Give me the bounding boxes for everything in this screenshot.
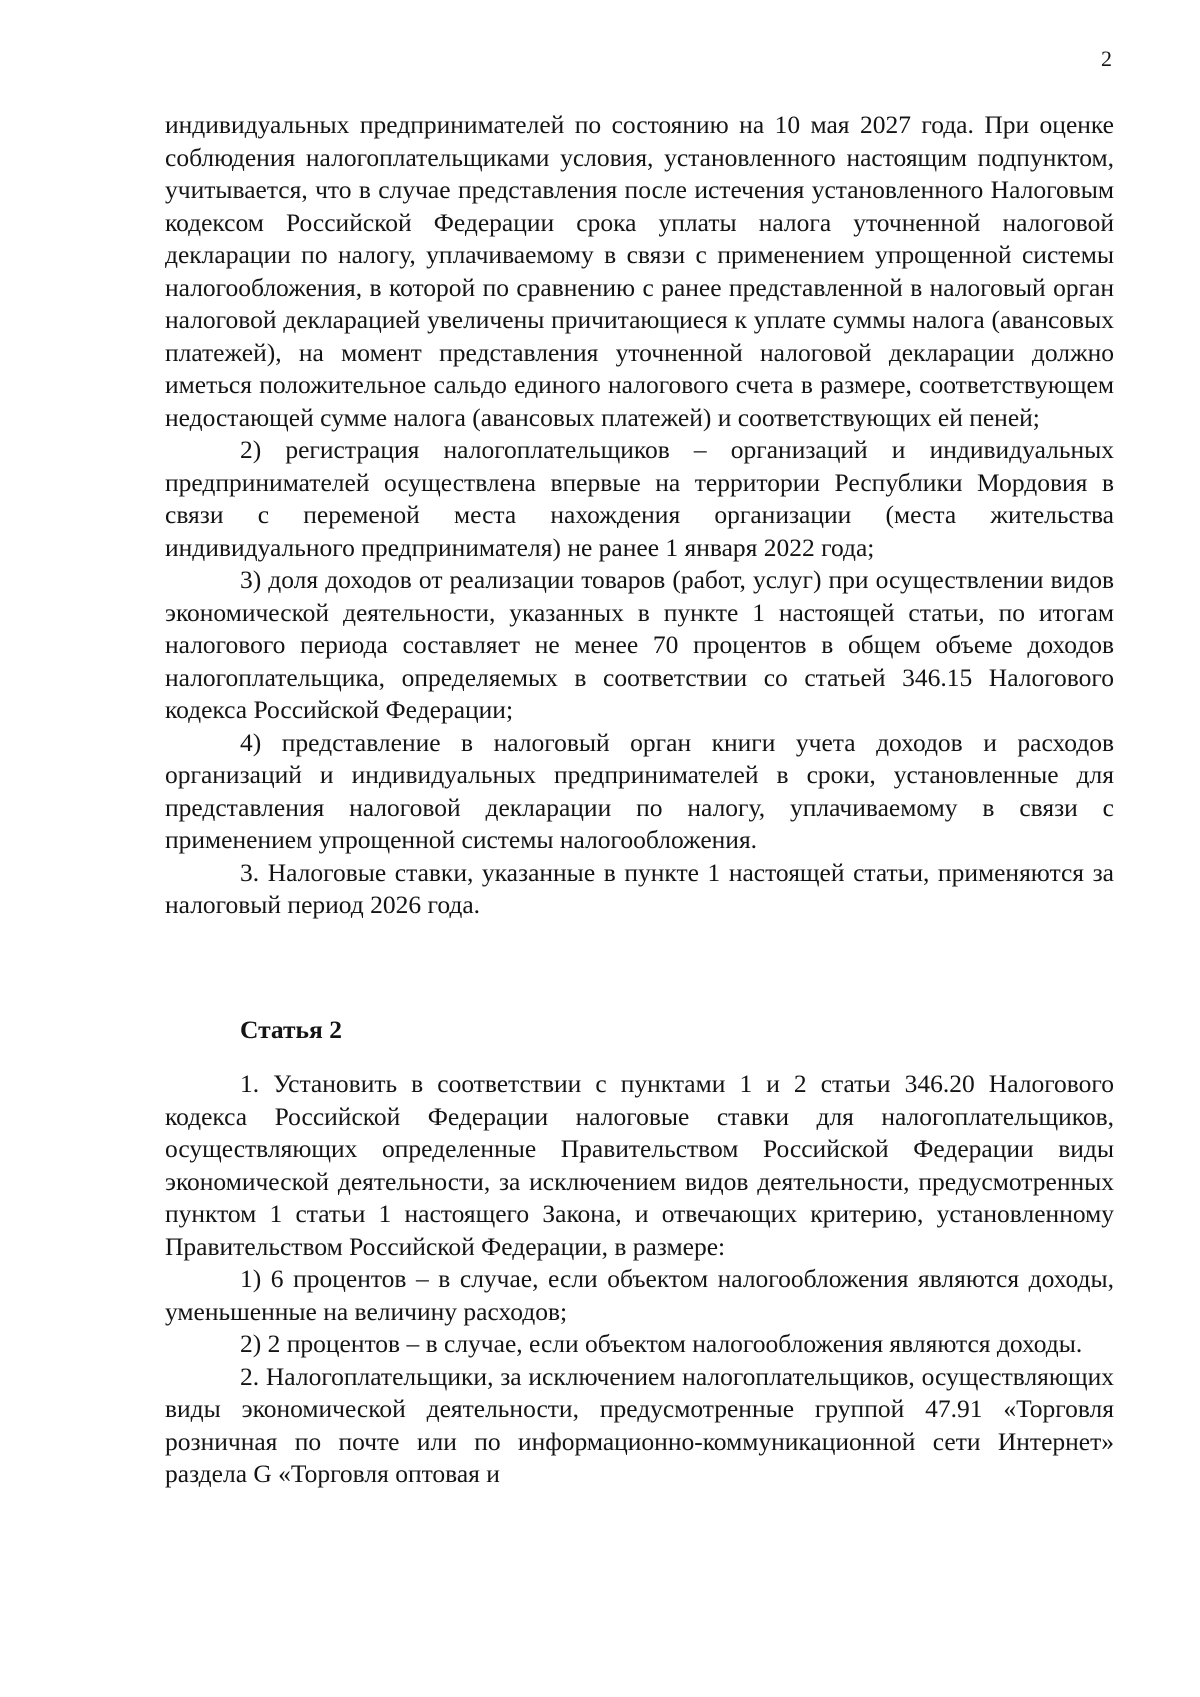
paragraph-item-3: 3) доля доходов от реализации товаров (работ, услуг) при осуществлении видов экономической деятельности, указанных в пункте 1 настоящей статьи, по итогам налогового периода составляет не менее 70 процентов в общем объеме доходов налогоплательщика, определяемых в соответствии со статьей 346.15 Налогового кодекса Российской Федерации; <box>165 565 1114 724</box>
paragraph-rate-2: 2) 2 процентов – в случае, если объектом налогообложения являются доходы. <box>240 1329 1083 1358</box>
paragraph-item-4: 4) представление в налоговый орган книги учета доходов и расходов организаций и индивидуальных предпринимателей в сроки, установленные для представления налоговой декларации по налогу, уплачиваемому в связи с применением упрощенной системы налогообложения. <box>165 727 1114 854</box>
article-heading: Статья 2 <box>240 1015 342 1044</box>
paragraph-continuation: индивидуальных предпринимателей по состоянию на 10 мая 2027 года. При оценке соблюдения налогоплательщиками условия, установленного настоящим подпунктом, учитывается, что в случае представления после истечения установленного Налоговым кодексом Российской Федерации срока уплаты налога уточненной налоговой декларации по налогу, уплачиваемому в связи с применением упрощенной системы налогообложения, в которой по сравнению с ранее представленной в налоговый орган налоговой декларацией увеличены причитающиеся к уплате суммы налога (авансовых платежей), на момент представления уточненной налоговой декларации должно иметься положительное сальдо единого налогового счета в размере, соответствующем недостающей сумме налога (авансовых платежей) и соответствующих ей пеней; <box>165 110 1114 432</box>
article-2-body <box>165 1068 1114 1491</box>
paragraph-clause-1: 1. Установить в соответствии с пунктами 1 и 2 статьи 346.20 Налогового кодекса Российской Федерации налоговые ставки для налогоплательщиков, осуществляющих определенные Правительством Российской Федерации виды экономической деятельности, за исключением видов деятельности, предусмотренных пунктом 1 статьи 1 настоящего Закона, и отвечающих критерию, установленному Правительством Российской Федерации, в размере: <box>165 1069 1114 1261</box>
paragraph-clause-3: 3. Налоговые ставки, указанные в пункте 1 настоящей статьи, применяются за налоговый период 2026 года. <box>165 857 1114 919</box>
page-number: 2 <box>1101 46 1112 71</box>
paragraph-clause-2: 2. Налогоплательщики, за исключением налогоплательщиков, осуществляющих виды экономической деятельности, предусмотренные группой 47.91 «Торговля розничная по почте или по информационно-коммуникационной сети Интернет» раздела G «Торговля оптовая и <box>165 1361 1114 1488</box>
paragraph-item-2: 2) регистрация налогоплательщиков – организаций и индивидуальных предпринимателей осуществлена впервые на территории Республики Мордовия в связи с переменой места нахождения организации (места жительства индивидуального предпринимателя) не ранее 1 января 2022 года; <box>165 435 1114 562</box>
paragraph-rate-6: 1) 6 процентов – в случае, если объектом налогообложения являются доходы, уменьшенные на величину расходов; <box>165 1264 1114 1326</box>
section-continuation <box>165 109 1114 922</box>
